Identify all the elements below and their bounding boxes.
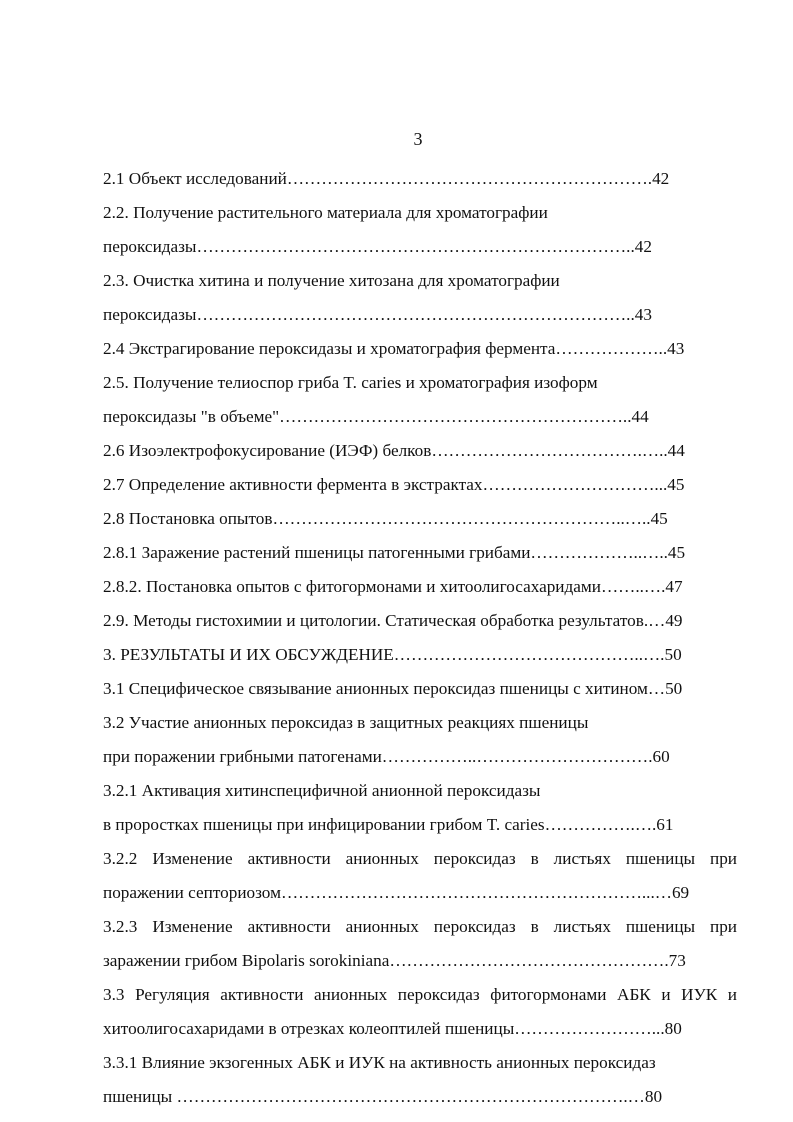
toc-entry-3-2-3: 3.2.3 Изменение активности анионных пероксидаз в листьях пшеницы при <box>103 917 737 936</box>
toc-entry-3-2-2-cont: поражении септориозом………………………………………………………...…69 <box>103 883 690 902</box>
toc-entry-3-2-3-cont: заражении грибом Bipolaris sorokiniana………………………………………….73 <box>103 951 686 970</box>
toc-entry-2-6: 2.6 Изоэлектрофокусирование (ИЭФ) белков……………………………….…..44 <box>103 441 685 460</box>
toc-entry-2-9: 2.9. Методы гистохимии и цитологии. Статическая обработка результатов.…49 <box>103 611 683 630</box>
toc-entry-3-3-1-cont: пшеницы …………………………………………………………………….…80 <box>103 1087 663 1106</box>
toc-entry-3: 3. РЕЗУЛЬТАТЫ И ИХ ОБСУЖДЕНИЕ……………………………………..….50 <box>103 645 682 664</box>
toc-entry-3-3-1: 3.3.1 Влияние экзогенных АБК и ИУК на активность анионных пероксидаз <box>103 1053 656 1072</box>
toc-entry-2-8-2: 2.8.2. Постановка опытов с фитогормонами и хитоолигосахаридами……..….47 <box>103 577 683 596</box>
toc-entry-3-2: 3.2 Участие анионных пероксидаз в защитных реакциях пшеницы <box>103 713 589 732</box>
toc-entry-2-8: 2.8 Постановка опытов……………………………………………………..…..45 <box>103 509 668 528</box>
table-of-contents <box>103 162 737 1114</box>
toc-entry-2-8-1: 2.8.1 Заражение растений пшеницы патогенными грибами………………..…..45 <box>103 543 686 562</box>
toc-entry-3-3: 3.3 Регуляция активности анионных пероксидаз фитогормонами АБК и ИУК и <box>103 985 737 1004</box>
toc-entry-2-1: 2.1 Объект исследований……………………………………………………….42 <box>103 169 670 188</box>
toc-entry-2-7: 2.7 Определение активности фермента в экстрактах…………………………...45 <box>103 475 685 494</box>
toc-entry-2-3: 2.3. Очистка хитина и получение хитозана для хроматографии <box>103 271 560 290</box>
toc-entry-2-5-cont: пероксидазы "в объеме"……………………………………………………..44 <box>103 407 649 426</box>
toc-entry-3-3-cont: хитоолигосахаридами в отрезках колеоптилей пшеницы……………………...80 <box>103 1019 682 1038</box>
toc-entry-2-4: 2.4 Экстрагирование пероксидазы и хроматография фермента………………..43 <box>103 339 685 358</box>
toc-entry-3-2-1: 3.2.1 Активация хитинспецифичной анионной пероксидазы <box>103 781 541 800</box>
toc-entry-3-2-2: 3.2.2 Изменение активности анионных пероксидаз в листьях пшеницы при <box>103 849 737 868</box>
toc-entry-2-2-cont: пероксидазы…………………………………………………………………..42 <box>103 237 652 256</box>
toc-entry-3-2-cont: при поражении грибными патогенами……………..………………………….60 <box>103 747 670 766</box>
toc-entry-2-2: 2.2. Получение растительного материала для хроматографии <box>103 203 548 222</box>
page-number: 3 <box>413 129 423 149</box>
toc-entry-3-2-1-cont: в проростках пшеницы при инфицировании грибом T. caries…………….….61 <box>103 815 674 834</box>
toc-entry-2-3-cont: пероксидазы…………………………………………………………………..43 <box>103 305 652 324</box>
toc-entry-2-5: 2.5. Получение телиоспор гриба T. caries и хроматография изоформ <box>103 373 598 392</box>
toc-entry-3-1: 3.1 Специфическое связывание анионных пероксидаз пшеницы с хитином…50 <box>103 679 683 698</box>
